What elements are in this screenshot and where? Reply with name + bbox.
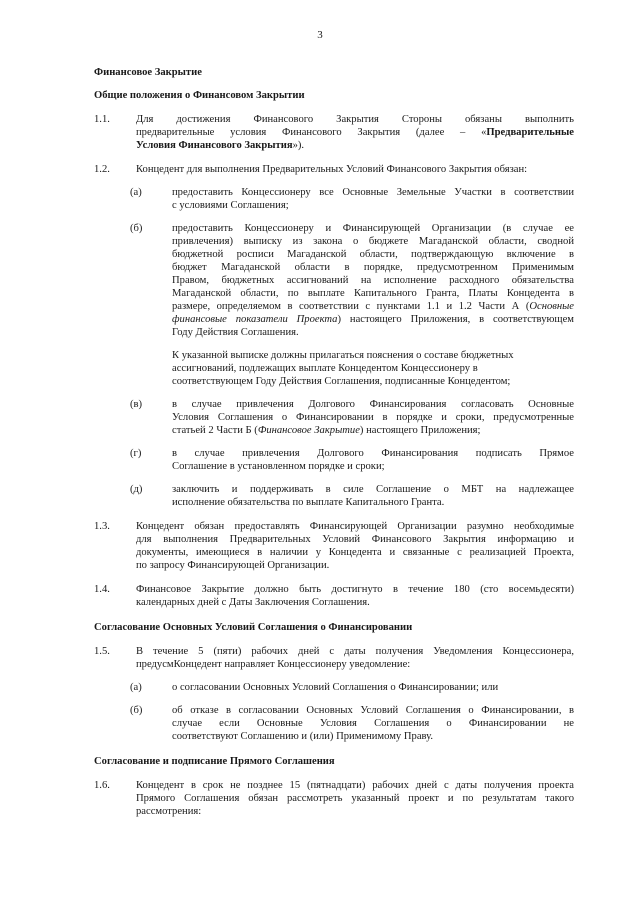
clause-number: 1.4. (94, 584, 110, 595)
subclause-b (94, 222, 574, 339)
subclause-text-line: предоставить Концессионеру все Основные Земельные Участки в соответствии (172, 187, 574, 198)
subclause-1-5-a (94, 681, 574, 694)
section-heading-financing-terms: Согласование Основных Условий Соглашения о Финансировании (94, 622, 413, 633)
subclause-text-line: предоставить Концессионеру и Финансирующей Организации (в случае ее (172, 223, 574, 234)
note-text-line: соответствующем Году Действия Соглашения, подписанные Концедентом; (172, 376, 511, 387)
clause-text-line: для выполнения Предварительных Условий Финансового Закрытия информацию и (136, 534, 574, 545)
section-heading-direct-agreement: Согласование и подписание Прямого Соглашения (94, 756, 335, 767)
subclause-text-line: Правом, бюджетных ассигнований на исполнение расходного обязательства (172, 275, 574, 286)
page-number: 3 (317, 29, 323, 41)
clause-text-line: Концедент для выполнения Предварительных Условий Финансового Закрытия обязан: (136, 164, 528, 175)
clause-text-line: Финансовое Закрытие должно быть достигнуто в течение 180 (сто восемьдесяти) (136, 584, 574, 595)
subclause-number: (а) (130, 682, 142, 693)
clause-1-4 (94, 583, 574, 609)
subclause-number: (а) (130, 187, 142, 198)
clause-text-line: рассмотрения: (136, 806, 202, 817)
subclause-number: (д) (130, 484, 143, 495)
clause-number: 1.1. (94, 114, 110, 125)
subsection-heading-general: Общие положения о Финансовом Закрытии (94, 90, 305, 101)
clause-text-line: предусмКонцедент направляет Концессионеру уведомление: (136, 659, 411, 670)
subclause-v (94, 398, 574, 437)
clause-text-line: Прямого Соглашения обязан рассмотреть указанный проект и по результатам такого (136, 793, 574, 804)
subclause-text-line: размере, определяемом в соответствии с пунктами 1.1 и 1.2 Части А (Основные (172, 301, 574, 312)
note-text-line: ассигнований, подлежащих выплате Концедентом Концессионеру в (172, 363, 478, 374)
subclause-a (94, 186, 574, 212)
clause-number: 1.5. (94, 646, 110, 657)
clause-text-line: предварительные условия Финансового Закрытия (далее – «Предварительные (136, 127, 574, 138)
note-text-line: К указанной выписке должны прилагаться пояснения о составе бюджетных (172, 350, 514, 361)
clause-text-line: Для достижения Финансового Закрытия Стороны обязаны выполнить (136, 114, 574, 125)
document-body (94, 60, 574, 818)
clause-text-line: Концедент в срок не позднее 15 (пятнадцати) рабочих дней с даты получения проекта (136, 780, 574, 791)
clause-number: 1.6. (94, 780, 110, 791)
clause-1-3 (94, 520, 574, 572)
subclause-text-line: Соглашение в установленном порядке и сроки; (172, 461, 385, 472)
subclause-number: (б) (130, 705, 143, 716)
subclause-b-note (94, 349, 574, 388)
subclause-text-line: об отказе в согласовании Основных Условий Соглашения о Финансировании, в (172, 705, 574, 716)
subclause-g (94, 447, 574, 473)
subclause-text-line: в случае привлечения Долгового Финансирования подписать Прямое (172, 448, 574, 459)
subclause-text-line: Магаданской области, по выплате Капитального Гранта, Платы Концедента в (172, 288, 574, 299)
subclause-1-5-b (94, 704, 574, 743)
subclause-text-line: финансовые показатели Проекта) настоящего Приложения, в соответствующем (172, 314, 574, 325)
section-heading-financial-close: Финансовое Закрытие (94, 67, 202, 78)
subclause-text-line: бюджетной росписи Магаданской области, подтверждающую включение в (172, 249, 574, 260)
clause-1-1 (94, 113, 574, 152)
subclause-d (94, 483, 574, 509)
subclause-text-line: с условиями Соглашения; (172, 200, 289, 211)
clause-text-line: Условия Финансового Закрытия»). (136, 140, 305, 151)
subclause-text-line: привлечения) выписку из закона о бюджете Магаданской области, сводной (172, 236, 574, 247)
subclause-text-line: случае если Основные Условия Соглашения о Финансировании не (172, 718, 574, 729)
subclause-text-line: статьей 2 Части Б (Финансовое Закрытие) настоящего Приложения; (172, 425, 481, 436)
subclause-text-line: исполнение обязательства по выплате Капитального Гранта. (172, 497, 445, 508)
clause-text-line: календарных дней с Даты Заключения Соглашения. (136, 597, 370, 608)
clause-text-line: Концедент обязан предоставлять Финансирующей Организации разумно необходимые (136, 521, 574, 532)
clause-text-line: документы, имеющиеся в наличии у Концедента и связанные с реализацией Проекта, (136, 547, 574, 558)
subclause-text-line: Условия Соглашения о Финансировании в порядке и сроки, предусмотренные (172, 412, 574, 423)
subclause-text-line: соответствуют Соглашению и (или) Применимому Праву. (172, 731, 434, 742)
subclause-text-line: в случае привлечения Долгового Финансирования согласовать Основные (172, 399, 574, 410)
clause-1-5 (94, 645, 574, 671)
clause-1-2 (94, 163, 574, 176)
subclause-number: (г) (130, 448, 142, 459)
subclause-text-line: о согласовании Основных Условий Соглашения о Финансировании; или (172, 682, 499, 693)
clause-text-line: по запросу Финансирующей Организации. (136, 560, 330, 571)
subclause-text-line: заключить и поддерживать в силе Соглашение о МБТ на надлежащее (172, 484, 574, 495)
subclause-number: (б) (130, 223, 143, 234)
subclause-text-line: бюджет Магаданской области в порядке, предусмотренном Применимым (172, 262, 574, 273)
subclause-text-line: Году Действия Соглашения. (172, 327, 299, 338)
subclause-number: (в) (130, 399, 143, 410)
clause-text-line: В течение 5 (пяти) рабочих дней с даты получения Уведомления Концессионера, (136, 646, 574, 657)
clause-number: 1.2. (94, 164, 110, 175)
clause-number: 1.3. (94, 521, 110, 532)
clause-1-6 (94, 779, 574, 818)
